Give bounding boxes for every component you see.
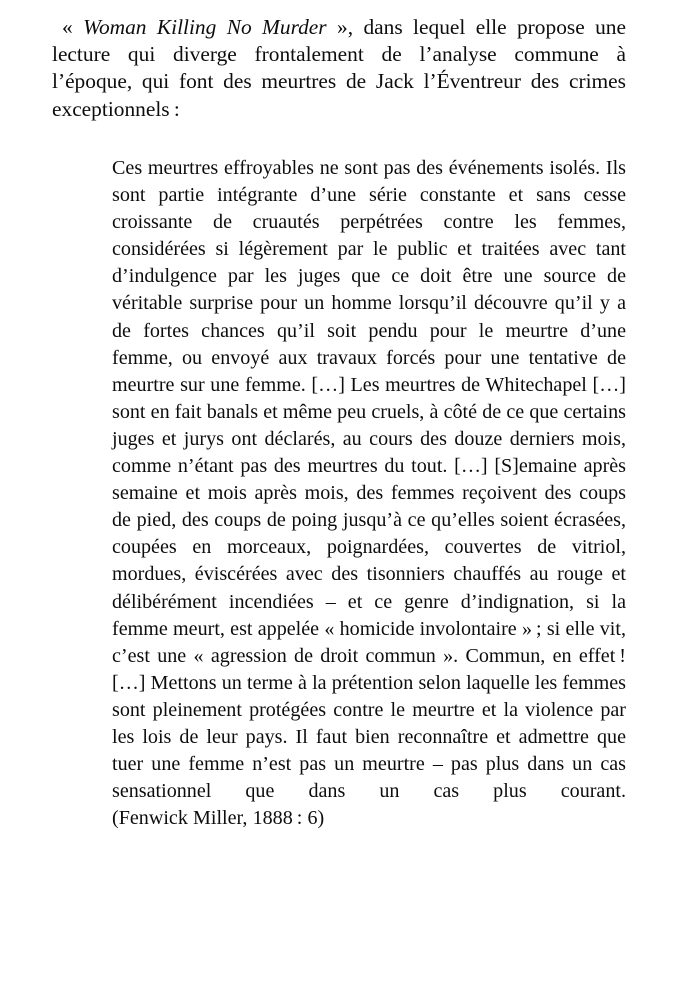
opening-guillemet: « <box>62 15 84 39</box>
intro-body-text: », dans lequel elle propose une lecture qui diverge frontalement de l’analyse commune à l’époque, qui font des meurtres de Jack l’Éventreur des crimes exceptionnels : <box>52 15 626 121</box>
block-quotation <box>112 155 626 832</box>
quotation-paragraph <box>112 155 626 832</box>
intro-paragraph <box>52 14 626 123</box>
intro-paragraph-block <box>52 14 626 123</box>
quotation-citation: (Fenwick Miller, 1888 : 6) <box>112 807 325 830</box>
work-title: Woman Killing No Murder <box>83 15 327 39</box>
quotation-text: Ces meurtres effroyables ne sont pas des événements isolés. Ils sont partie intégrante d’une série constante et sans cesse croissante de cruautés perpétrées contre les femmes, considérées si légèrement par le public et traitées avec tant d’indulgence par les juges que ce doit être une source de véritable surprise pour un homme lorsqu’il découvre qu’il y a de fortes chances qu’il soit pendu pour le meurtre d’une femme, ou envoyé aux travaux forcés pour une tentative de meurtre sur une femme. […] Les meurtres de Whitechapel […] sont en fait banals et même peu cruels, à côté de ce que certains juges et jurys ont déclarés, au cours des douze derniers mois, comme n’étant pas des meurtres du tout. […] [S]emaine après semaine et mois après mois, des femmes reçoivent des coups de pied, des coups de poing jusqu’à ce qu’elles soient écrasées, coupées en morceaux, poignardées, couvertes de vitriol, mordues, éviscérées avec des tisonniers chauffés au rouge et délibérément incendiées – et ce genre d’indignation, si la femme meurt, est appelée « homicide involontaire » ; si elle vit, c’est une « agression de droit commun ». Commun, en effet ! […] Mettons un terme à la prétention selon laquelle les femmes sont pleinement protégées contre le meurtre et la violence par les lois de leur pays. Il faut bien reconnaître et admettre que tuer une femme n’est pas un meurtre – pas plus dans un cas sensationnel que dans un cas plus courant. <box>112 157 626 803</box>
